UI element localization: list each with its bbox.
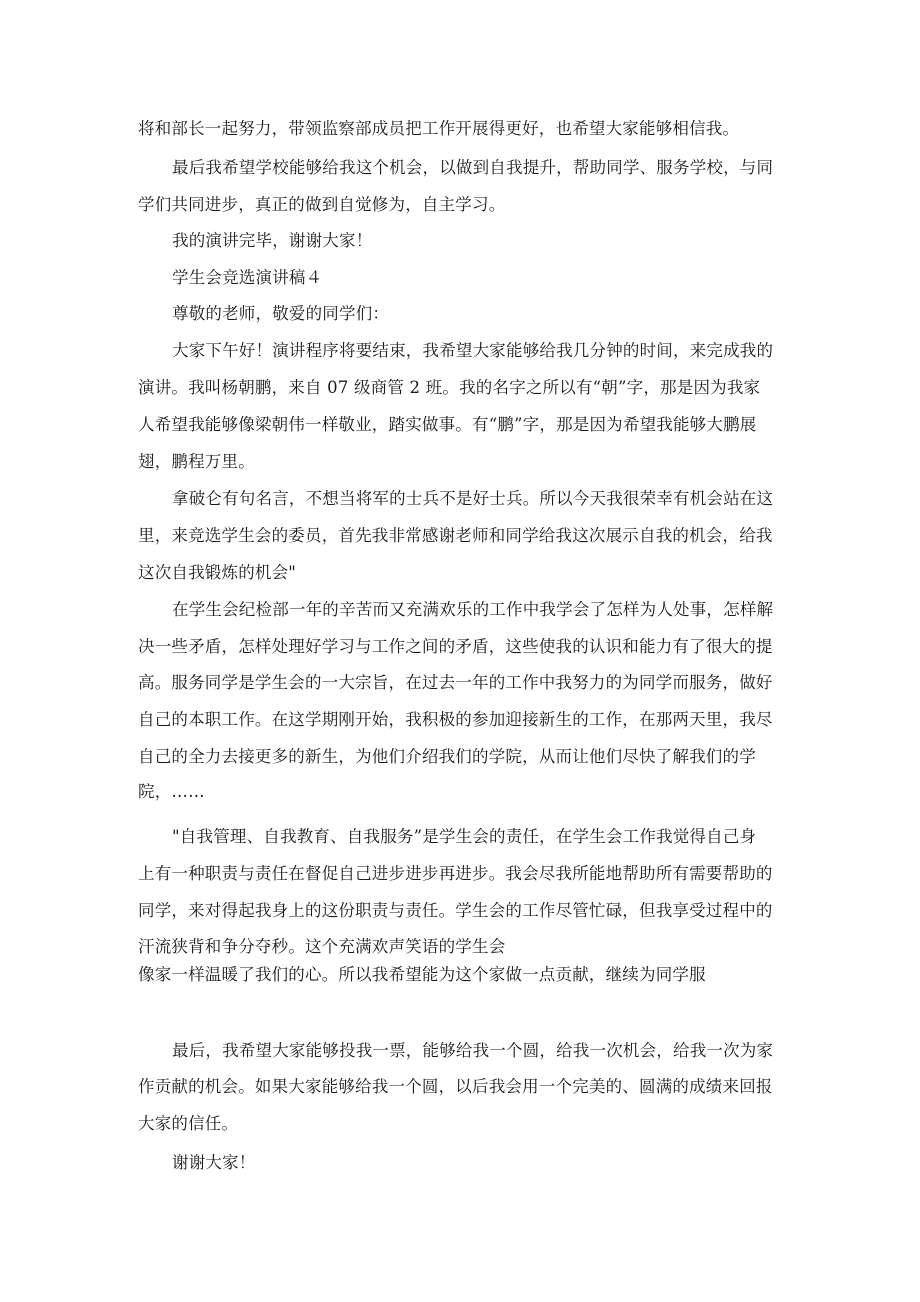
- section-heading: 学生会竞选演讲稿４: [172, 268, 323, 287]
- text-line: 自己的全力去接更多的新生，为他们介绍我们的学院，从而让他们尽快了解我们的学: [138, 747, 756, 766]
- text-line: 这次自我锻炼的机会": [138, 563, 297, 582]
- text-line: 最后，我希望大家能够投我一票，能够给我一个圆，给我一次机会，给我一次为家: [172, 1041, 774, 1060]
- text-line: 在学生会纪检部一年的辛苦而又充满欢乐的工作中我学会了怎样为人处事，怎样解: [172, 600, 774, 619]
- text-line: 我的演讲完毕，谢谢大家！: [172, 231, 373, 250]
- text-line: 最后我希望学校能够给我这个机会，以做到自我提升，帮助同学、服务学校，与同: [172, 158, 774, 177]
- salutation: 尊敬的老师，敬爱的同学们：: [172, 304, 390, 323]
- text-line: 作贡献的机会。如果大家能够给我一个圆，以后我会用一个完美的、圆满的成绩来回报: [138, 1077, 773, 1096]
- text-line: 上有一种职责与责任在督促自己进步进步再进步。我会尽我所能地帮助所有需要帮助的: [138, 864, 773, 883]
- text-line: 同学，来对得起我身上的这份职责与责任。学生会的工作尽管忙碌，但我享受过程中的: [138, 901, 773, 920]
- text-line: 拿破仑有句名言，不想当将军的士兵不是好士兵。所以今天我很荣幸有机会站在这: [172, 489, 774, 508]
- text-line: 演讲。我叫杨朝鹏，来自 07 级商管 2 班。我的名字之所以有“朝”字，那是因为我家: [138, 378, 761, 397]
- text-line: 高。服务同学是学生会的一大宗旨，在过去一年的工作中我努力的为同学而服务，做好: [138, 673, 773, 692]
- text-line: 里，来竞选学生会的委员，首先我非常感谢老师和同学给我这次展示自我的机会，给我: [138, 526, 773, 545]
- text-line: 自己的本职工作。在这学期刚开始，我积极的参加迎接新生的工作，在那两天里，我尽: [138, 710, 773, 729]
- text-line: 汗流狭背和争分夺秒。这个充满欢声笑语的学生会: [138, 937, 506, 956]
- text-line: 大家的信任。: [138, 1114, 239, 1133]
- text-line: 翅，鹏程万里。: [138, 452, 255, 471]
- text-line: 将和部长一起努力，带领监察部成员把工作开展得更好，也希望大家能够相信我。: [138, 119, 740, 138]
- text-line: "自我管理、自我教育、自我服务”是学生会的责任，在学生会工作我觉得自己身: [172, 827, 757, 846]
- text-line: 像家一样温暖了我们的心。所以我希望能为这个家做一点贡献，继续为同学服: [138, 965, 706, 984]
- text-line: 学们共同进步，真正的做到自觉修为，自主学习。: [138, 195, 506, 214]
- text-line: 大家下午好！演讲程序将要结束，我希望大家能够给我几分钟的时间，来完成我的: [172, 341, 774, 360]
- text-line: 人希望我能够像梁朝伟一样敬业，踏实做事。有“鹏”字，那是因为希望我能够大鹏展: [138, 415, 757, 434]
- closing-line: 谢谢大家！: [172, 1153, 256, 1172]
- text-line: 院，……: [138, 782, 205, 801]
- text-line: 决一些矛盾，怎样处理好学习与工作之间的矛盾，这些使我的认识和能力有了很大的提: [138, 637, 773, 656]
